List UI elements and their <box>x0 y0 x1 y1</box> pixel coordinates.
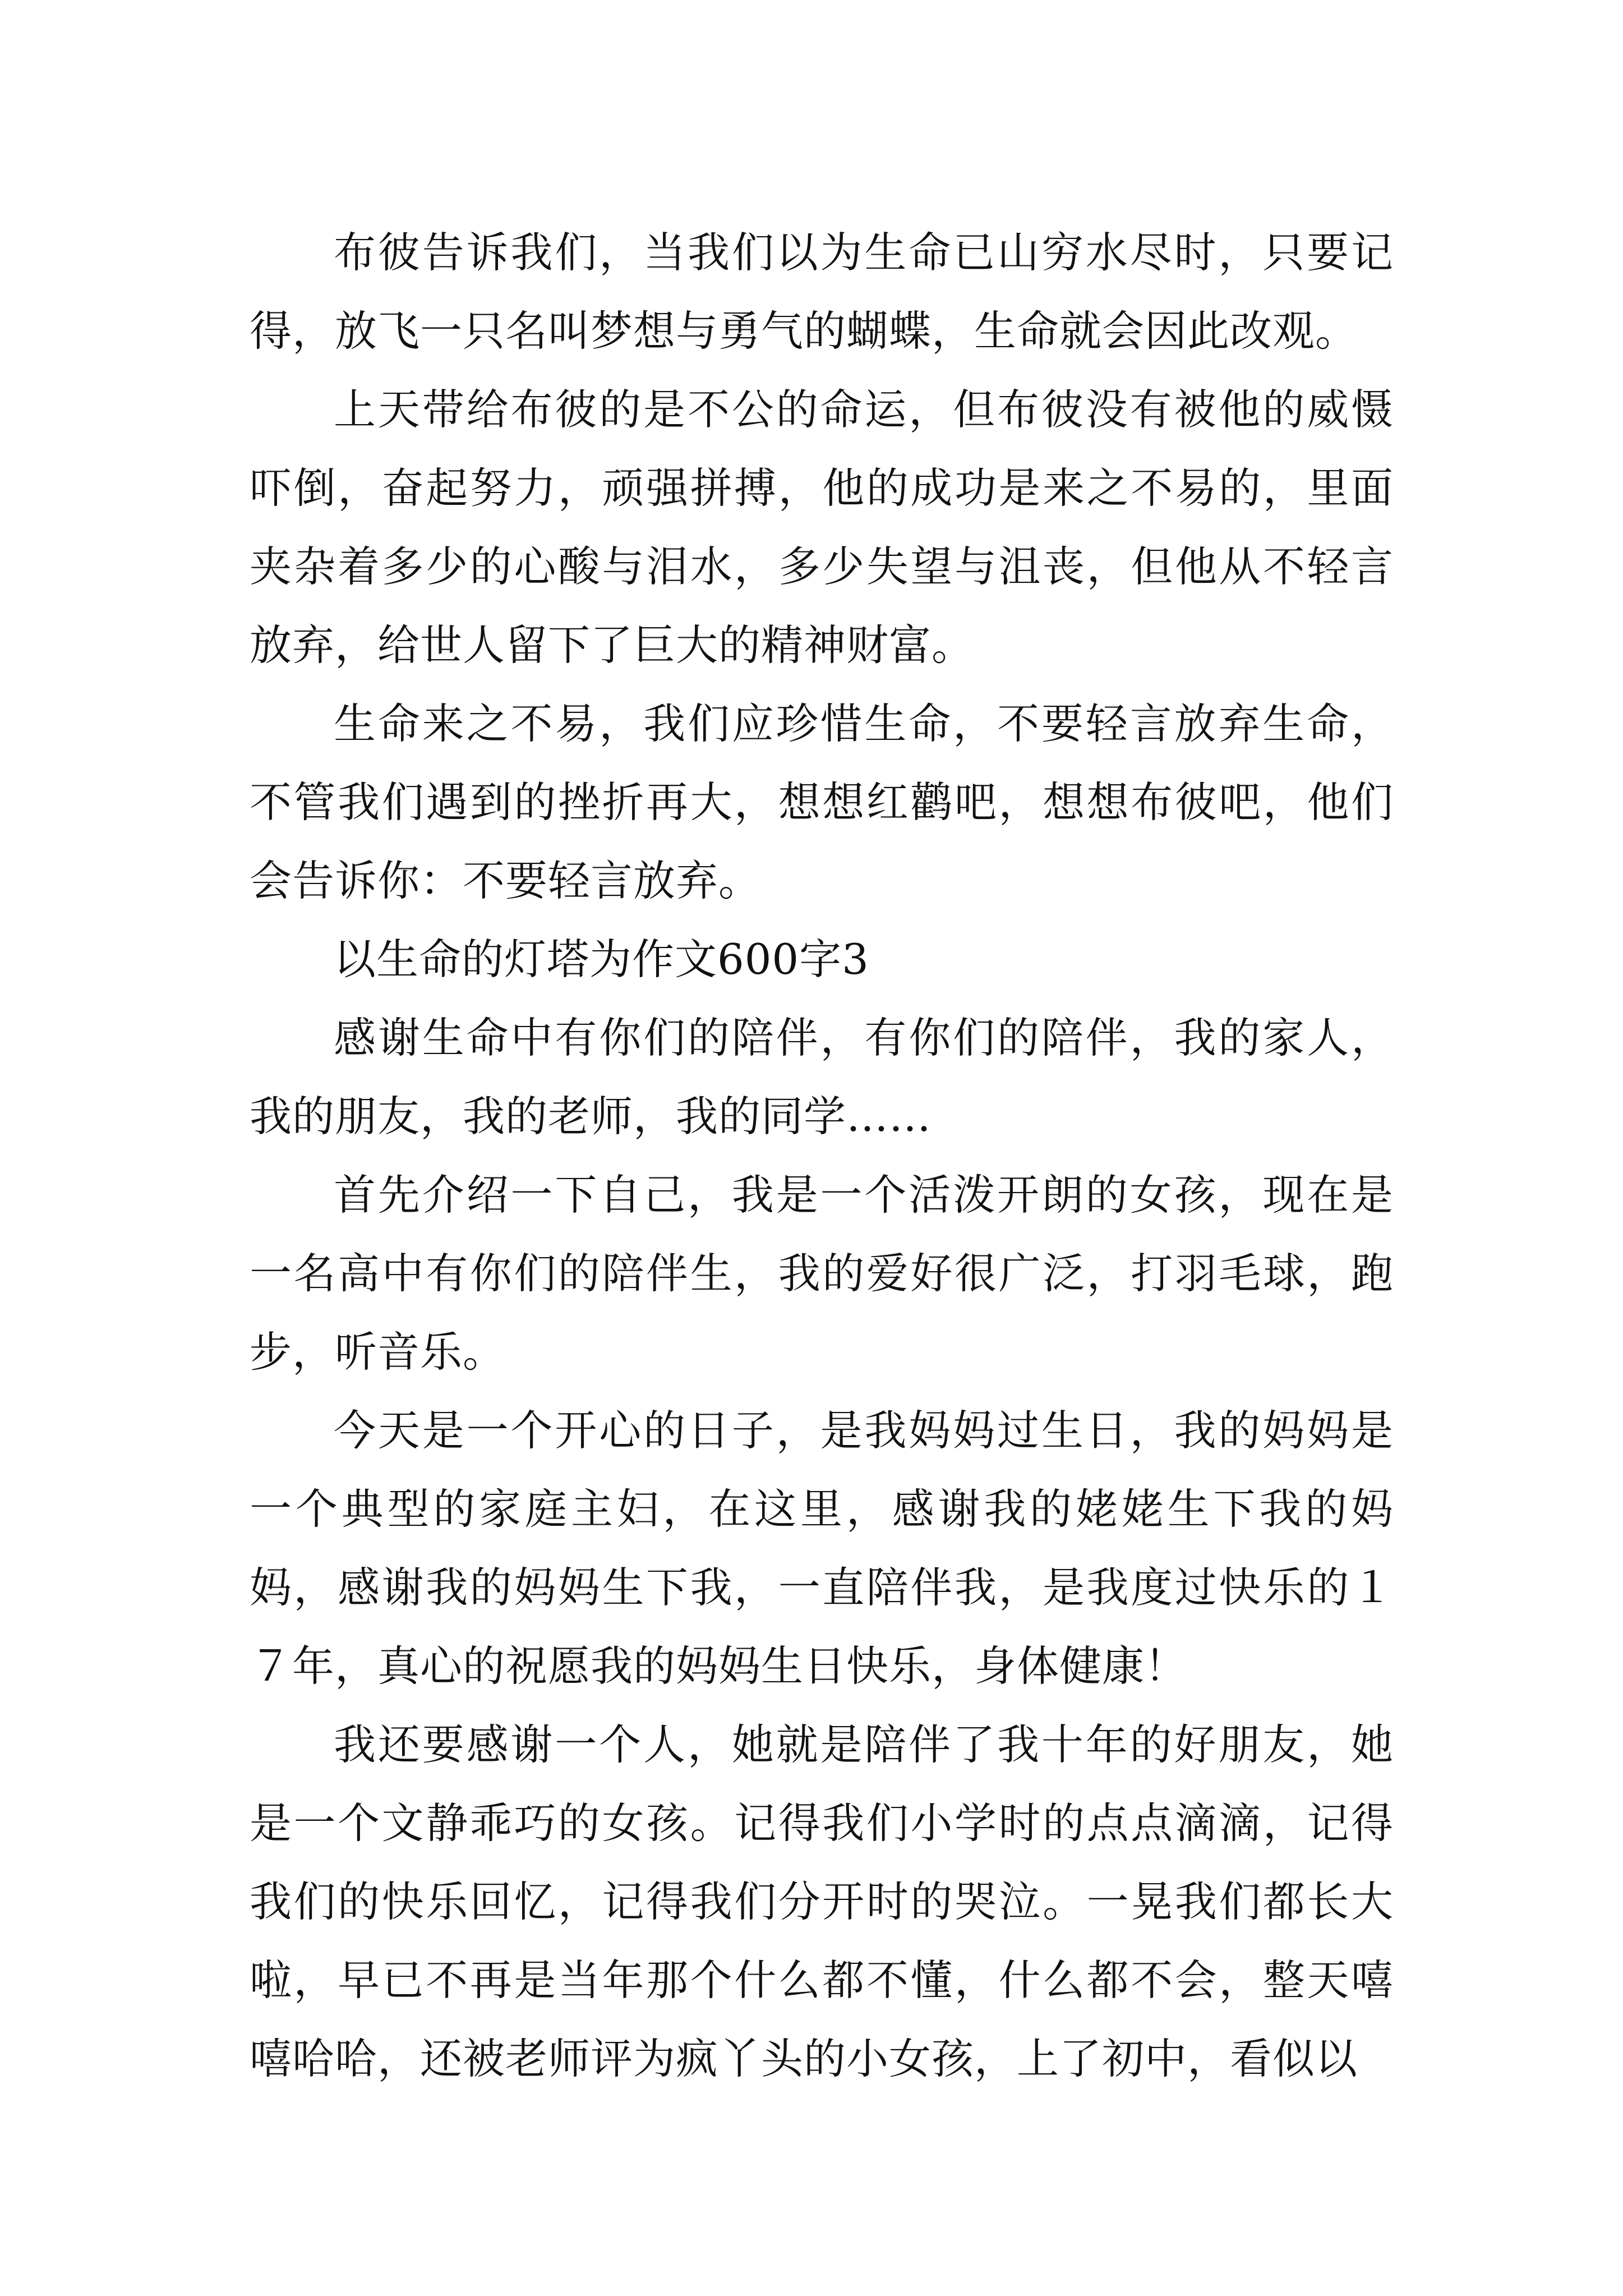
document-body <box>250 213 1394 2098</box>
paragraph: 上天带给布彼的是不公的命运，但布彼没有被他的威慑吓倒，奋起努力，顽强拼搏，他的成功是来之不易的，里面夹杂着多少的心酸与泪水，多少失望与沮丧，但他从不轻言放弃，给世人留下了巨大的精神财富。 <box>250 385 1394 670</box>
paragraph: 首先介绍一下自己，我是一个活泼开朗的女孩，现在是一名高中有你们的陪伴生，我的爱好很广泛，打羽毛球，跑步，听音乐。 <box>250 1170 1394 1377</box>
paragraph: 今天是一个开心的日子，是我妈妈过生日，我的妈妈是一个典型的家庭主妇，在这里，感谢我的姥姥生下我的妈妈，感谢我的妈妈生下我，一直陪伴我，是我度过快乐的１７年，真心的祝愿我的妈妈生日快乐，身体健康！ <box>250 1406 1394 1691</box>
paragraph: 我还要感谢一个人，她就是陪伴了我十年的好朋友，她是一个文静乖巧的女孩。记得我们小学时的点点滴滴，记得我们的快乐回忆，记得我们分开时的哭泣。一晃我们都长大啦，早已不再是当年那个什么都不懂，什么都不会，整天嘻嘻哈哈，还被老师评为疯丫头的小女孩，上了初中，看似以 <box>250 1720 1394 2083</box>
paragraph: 生命来之不易，我们应珍惜生命，不要轻言放弃生命，不管我们遇到的挫折再大，想想红鹳吧，想想布彼吧，他们会告诉你：不要轻言放弃。 <box>250 699 1394 905</box>
section-heading: 以生命的灯塔为作文600字3 <box>334 935 869 984</box>
paragraph: 感谢生命中有你们的陪伴，有你们的陪伴，我的家人，我的朋友，我的老师，我的同学…… <box>250 1013 1394 1141</box>
paragraph: 布彼告诉我们，当我们以为生命已山穷水尽时，只要记得，放飞一只名叫梦想与勇气的蝴蝶，生命就会因此改观。 <box>250 228 1394 356</box>
